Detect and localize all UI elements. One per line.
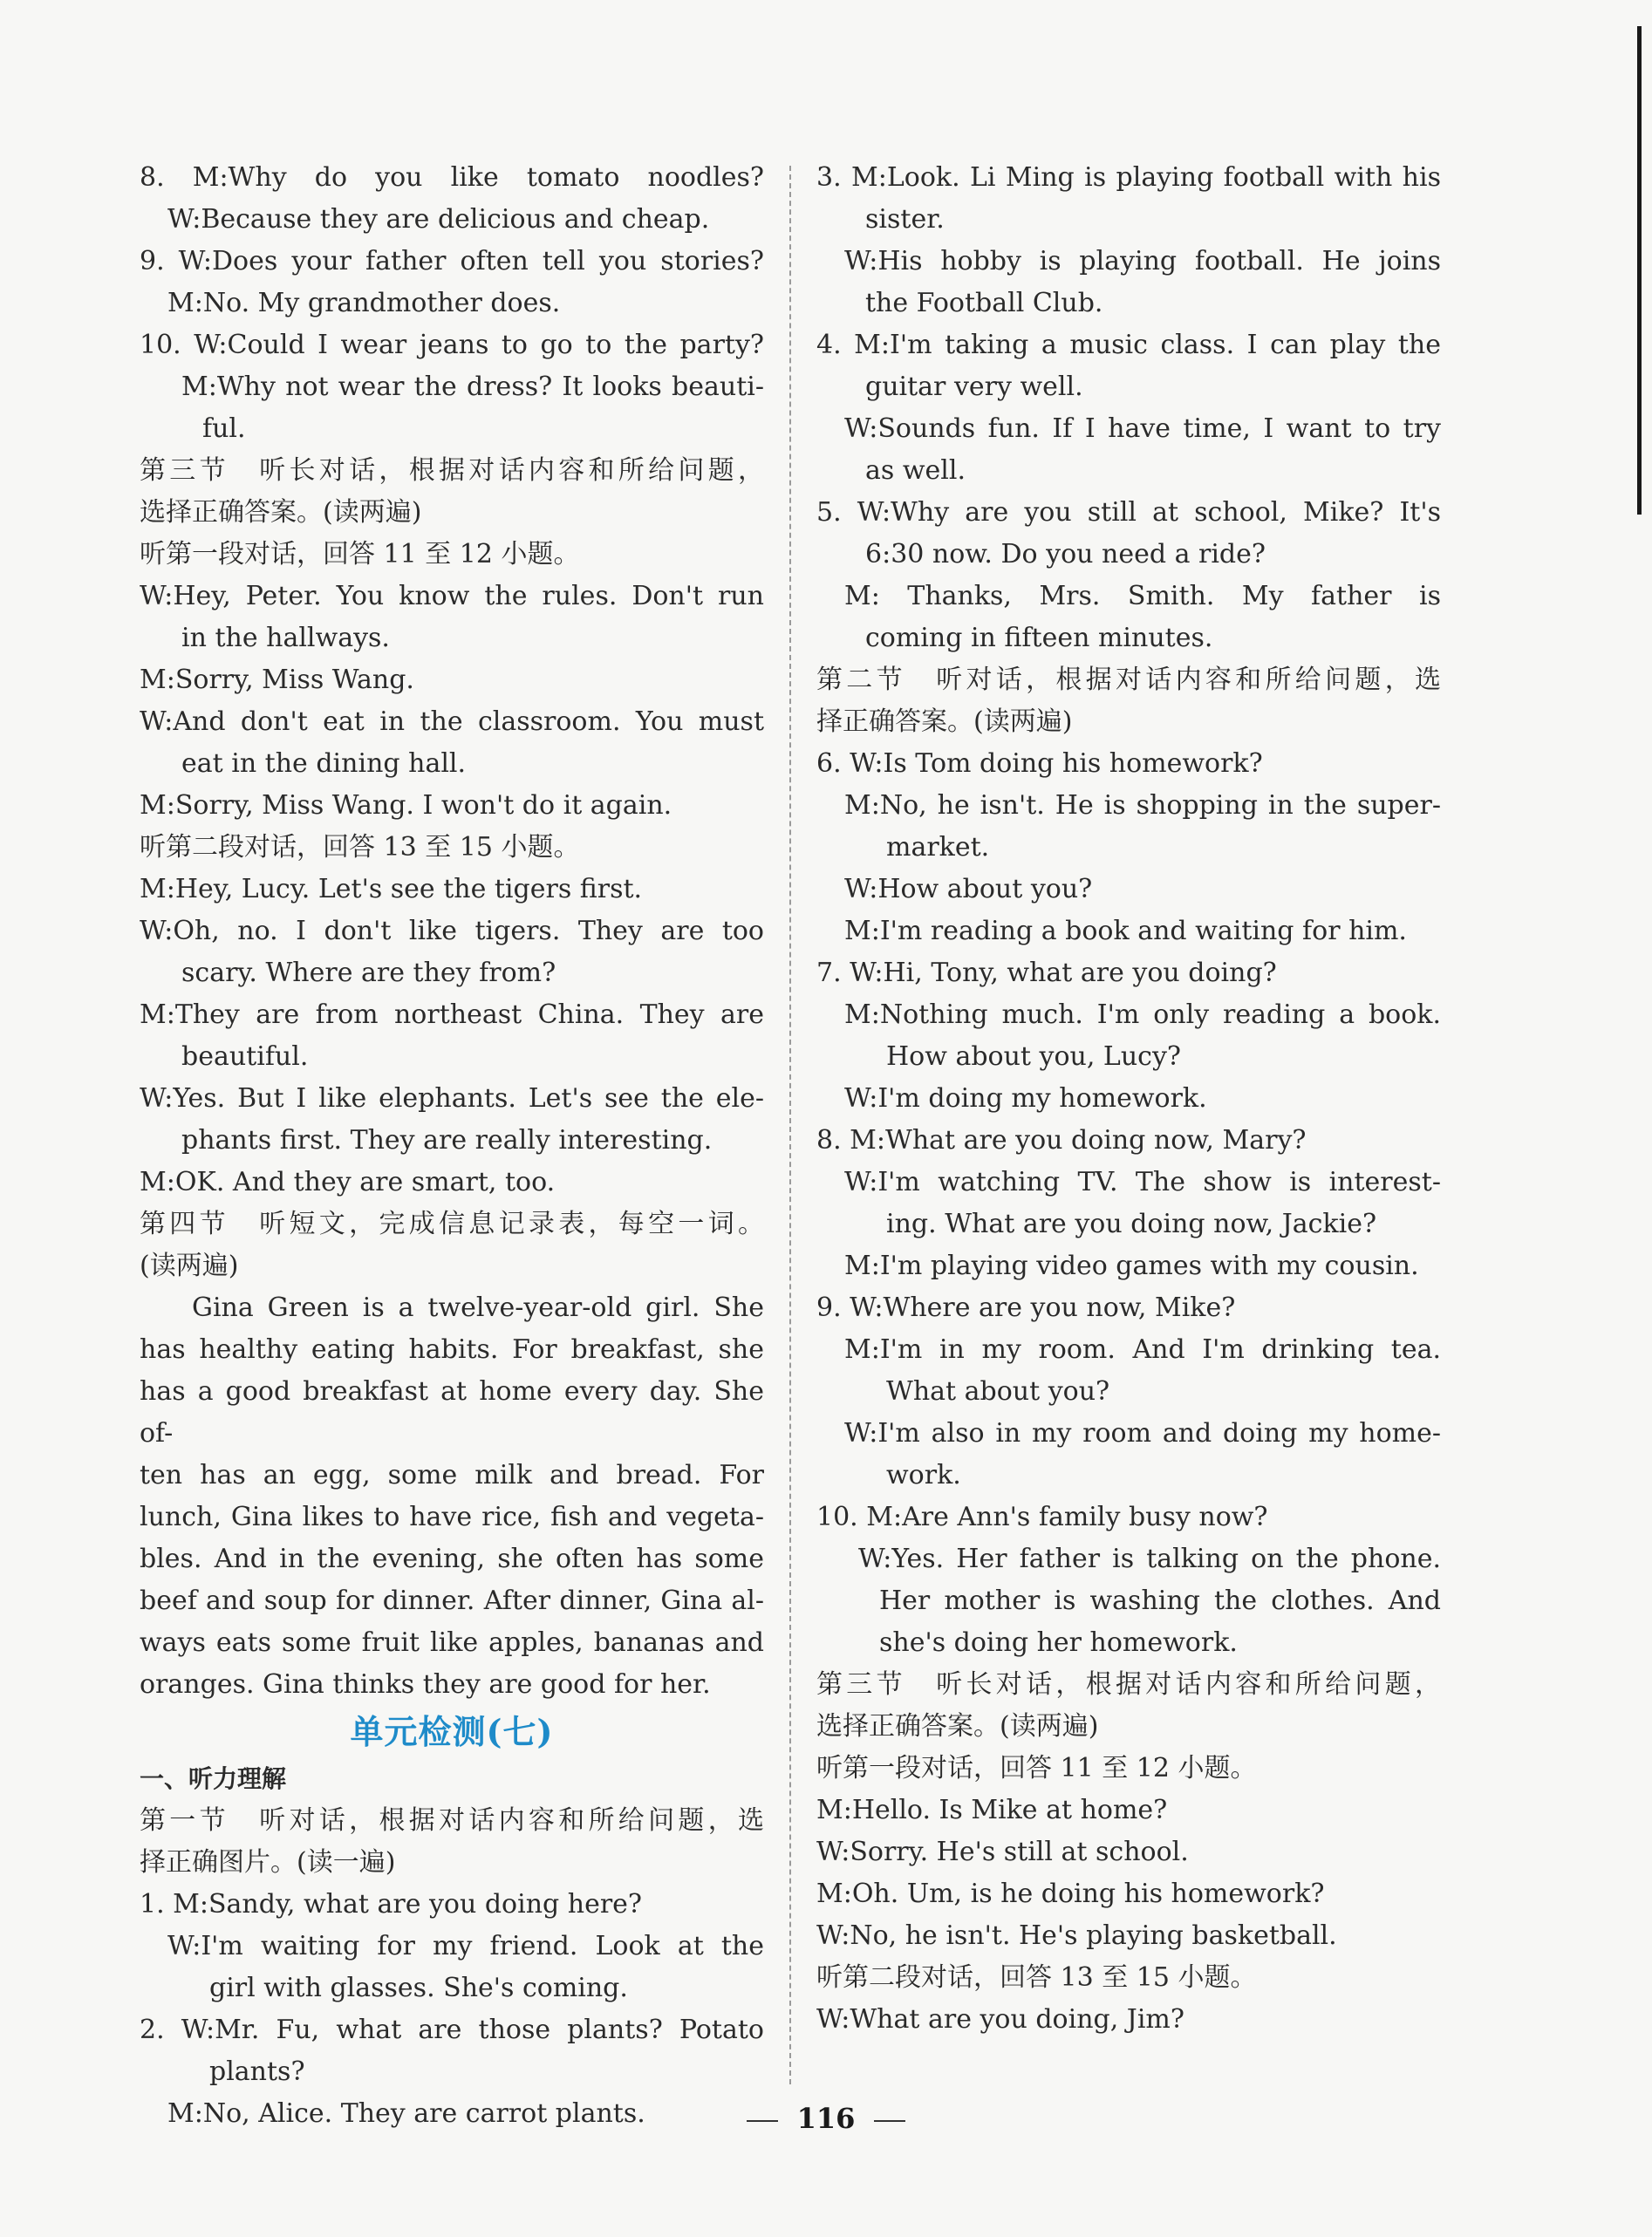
footer-dash-right: [874, 2120, 905, 2122]
text-line: M:I'm in my room. And I'm drinking tea.: [844, 1334, 1441, 1365]
text-line: oranges. Gina thinks they are good for her.: [140, 1669, 711, 1700]
text-line: M:Hey, Lucy. Let's see the tigers first.: [140, 874, 643, 904]
text-line: M:No, Alice. They are carrot plants.: [167, 2098, 645, 2129]
text-line: lunch, Gina likes to have rice, fish and vegeta-: [140, 1502, 764, 1532]
text-line: W:I'm doing my homework.: [844, 1083, 1207, 1114]
text-line: 9. W:Where are you now, Mike?: [816, 1292, 1236, 1323]
text-line: Her mother is washing the clothes. And: [879, 1586, 1441, 1616]
text-line: M:No, he isn't. He is shopping in the super-: [844, 790, 1441, 821]
text-line: in the hallways.: [181, 623, 390, 653]
text-line: W:Sorry. He's still at school.: [816, 1837, 1189, 1867]
unit-title: 单元检测(七): [350, 1712, 554, 1751]
text-line: M:Sorry, Miss Wang.: [140, 665, 414, 695]
page-footer: [0, 2102, 1652, 2135]
text-line: eat in the dining hall.: [181, 748, 467, 779]
text-line: W:No, he isn't. He's playing basketball.: [816, 1920, 1337, 1951]
text-line: (读两遍): [140, 1251, 239, 1281]
text-line: 第三节 听长对话，根据对话内容和所给问题，: [816, 1669, 1441, 1700]
footer-dash-left: [747, 2120, 778, 2122]
text-line: W:How about you?: [844, 874, 1093, 904]
text-line: W:I'm also in my room and doing my home-: [844, 1418, 1441, 1449]
text-line: 听第一段对话，回答 11 至 12 小题。: [140, 539, 580, 569]
text-line: phants first. They are really interesting.: [181, 1125, 713, 1156]
text-line: 10. W:Could I wear jeans to go to the party?: [140, 330, 764, 360]
text-line: 择正确答案。(读两遍): [816, 706, 1073, 737]
text-line: W:I'm waiting for my friend. Look at the: [167, 1931, 764, 1961]
text-line: 1. M:Sandy, what are you doing here?: [140, 1889, 643, 1920]
text-line: M:Nothing much. I'm only reading a book.: [844, 999, 1441, 1030]
text-line: 10. M:Are Ann's family busy now?: [816, 1502, 1268, 1532]
text-line: has healthy eating habits. For breakfast, she: [140, 1334, 764, 1365]
text-line: 7. W:Hi, Tony, what are you doing?: [816, 958, 1277, 988]
text-line: W:I'm watching TV. The show is interest-: [844, 1167, 1441, 1197]
text-line: M:Sorry, Miss Wang. I won't do it again.: [140, 790, 672, 821]
text-line: scary. Where are they from?: [181, 958, 556, 988]
text-line: 8. M:Why do you like tomato noodles?: [140, 162, 764, 193]
text-line: coming in fifteen minutes.: [865, 623, 1213, 653]
text-line: How about you, Lucy?: [886, 1041, 1181, 1072]
text-line: W:Oh, no. I don't like tigers. They are too: [140, 916, 764, 946]
text-line: W:Yes. Her father is talking on the phone.: [858, 1544, 1441, 1574]
column-divider: [789, 166, 791, 2084]
text-line: W:Hey, Peter. You know the rules. Don't run: [140, 581, 764, 611]
text-line: 择正确图片。(读一遍): [140, 1847, 396, 1878]
page-number: 116: [796, 2102, 856, 2135]
text-line: beautiful.: [181, 1041, 309, 1072]
left-column: [140, 157, 764, 2135]
page-edge-bar: [1637, 26, 1642, 515]
text-line: 听第一段对话，回答 11 至 12 小题。: [816, 1753, 1257, 1783]
text-line: M:I'm reading a book and waiting for him.: [844, 916, 1407, 946]
text-line: 第三节 听长对话，根据对话内容和所给问题，: [140, 455, 764, 486]
text-line: work.: [886, 1460, 961, 1490]
text-line: bles. And in the evening, she often has some: [140, 1544, 764, 1574]
text-line: M:They are from northeast China. They are: [140, 999, 764, 1030]
text-line: 选择正确答案。(读两遍): [140, 497, 422, 528]
text-line: 第一节 听对话，根据对话内容和所给问题，选: [140, 1805, 764, 1836]
text-line: 8. M:What are you doing now, Mary?: [816, 1125, 1307, 1156]
text-line: 选择正确答案。(读两遍): [816, 1711, 1099, 1742]
text-line: 2. W:Mr. Fu, what are those plants? Potato: [140, 2015, 764, 2045]
text-line: 听第二段对话，回答 13 至 15 小题。: [140, 832, 580, 863]
text-line: has a good breakfast at home every day. She of-: [140, 1376, 764, 1449]
text-line: 听第二段对话，回答 13 至 15 小题。: [816, 1962, 1257, 1993]
text-line: M:No. My grandmother does.: [167, 288, 561, 318]
text-line: the Football Club.: [865, 288, 1103, 318]
text-line: guitar very well.: [865, 372, 1083, 402]
text-line: W:Sounds fun. If I have time, I want to try: [844, 413, 1441, 444]
text-line: sister.: [865, 204, 945, 235]
text-line: 3. M:Look. Li Ming is playing football with his: [816, 162, 1441, 193]
text-line: 9. W:Does your father often tell you stories?: [140, 246, 764, 276]
text-line: M:I'm playing video games with my cousin.: [844, 1251, 1419, 1281]
text-line: W:Because they are delicious and cheap.: [167, 204, 710, 235]
text-line: 6:30 now. Do you need a ride?: [865, 539, 1266, 569]
text-line: M:OK. And they are smart, too.: [140, 1167, 556, 1197]
text-line: 4. M:I'm taking a music class. I can play the: [816, 330, 1441, 360]
text-line: M:Oh. Um, is he doing his homework?: [816, 1879, 1325, 1909]
text-line: Gina Green is a twelve-year-old girl. She: [192, 1292, 764, 1323]
text-line: M: Thanks, Mrs. Smith. My father is: [844, 581, 1441, 611]
text-line: W:His hobby is playing football. He joins: [844, 246, 1441, 276]
text-line: M:Why not wear the dress? It looks beauti-: [181, 372, 764, 402]
text-line: What about you?: [886, 1376, 1110, 1407]
text-line: as well.: [865, 455, 966, 486]
right-column: [816, 157, 1441, 2041]
text-line: 6. W:Is Tom doing his homework?: [816, 748, 1263, 779]
text-line: beef and soup for dinner. After dinner, Gina al-: [140, 1586, 764, 1616]
text-line: market.: [886, 832, 990, 863]
text-line: girl with glasses. She's coming.: [209, 1973, 628, 2003]
text-line: W:What are you doing, Jim?: [816, 2004, 1184, 2035]
text-line: ways eats some fruit like apples, bananas and: [140, 1627, 764, 1658]
text-line: 第四节 听短文，完成信息记录表，每空一词。: [140, 1209, 764, 1239]
text-line: she's doing her homework.: [879, 1627, 1238, 1658]
text-line: 第二节 听对话，根据对话内容和所给问题，选: [816, 665, 1441, 695]
text-line: ful.: [202, 413, 246, 444]
text-line: 5. W:Why are you still at school, Mike? It's: [816, 497, 1441, 528]
text-line: 一、听力理解: [140, 1764, 287, 1793]
text-line: ing. What are you doing now, Jackie?: [886, 1209, 1377, 1239]
text-line: W:Yes. But I like elephants. Let's see the ele-: [140, 1083, 764, 1114]
text-line: plants?: [209, 2056, 305, 2087]
text-line: M:Hello. Is Mike at home?: [816, 1795, 1168, 1825]
text-line: W:And don't eat in the classroom. You must: [140, 706, 764, 737]
text-line: ten has an egg, some milk and bread. For: [140, 1460, 764, 1490]
